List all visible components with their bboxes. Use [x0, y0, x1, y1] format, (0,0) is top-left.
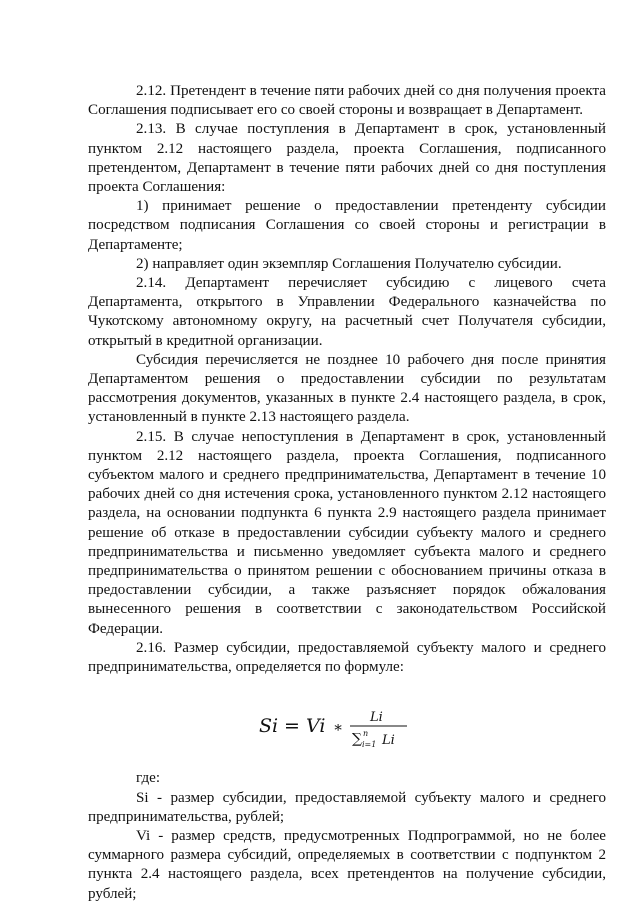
- paragraph-2-14: 2.14. Департамент перечисляет субсидию с лицевого счета Департамента, открытого в Управлении Федерального казначейства по Чукотскому автономному округу, на расчетный счет Получателя субсидии, открытый в кредитной организации.: [88, 275, 606, 349]
- formula-lhs: Si: [259, 715, 279, 738]
- paragraph-2-16: 2.16. Размер субсидии, предоставляемой субъекту малого и среднего предпринимательства, определяется по формуле:: [88, 639, 606, 676]
- formula-sum-sign: ∑: [352, 731, 362, 748]
- document-page: [88, 82, 606, 904]
- list-item-2: 2) направляет один экземпляр Соглашения Получателю субсидии.: [136, 255, 562, 272]
- formula-times: ∗: [333, 718, 344, 737]
- paragraph-2-15: 2.15. В случае непоступления в Департамент в срок, установленный пунктом 2.12 настоящего раздела, проекта Соглашения, подписанного субъектом малого и среднего предпринимательства, Департамент в течение 10 рабочих дней со дня истечения срока, установленного пунктом 2.12 настоящего раздела, на основании подпункта 6 пункта 2.9 настоящего раздела принимает решение об отказе в предоставлении субсидии субъекту малого и среднего предпринимательства и письменно уведомляет субъекта малого и среднего предпринимательства о принятом решении с обоснованием причины отказа в предоставлении субсидии, а также разъясняет порядок обжалования вынесенного решения в соответствии с законодательством Российской Федерации.: [88, 428, 606, 637]
- paragraph-2-13: 2.13. В случае поступления в Департамент в срок, установленный пунктом 2.12 настоящего раздела, проекта Соглашения, подписанного претендентом, Департамент в течение пяти рабочих дней со дня поступления проекта Соглашения:: [88, 121, 606, 196]
- formula-denominator-term: Li: [382, 733, 395, 749]
- formula-sum-lower: i=1: [362, 740, 377, 750]
- paragraph-2-12: 2.12. Претендент в течение пяти рабочих дней со дня получения проекта Соглашения подписывает его со своей стороны и возвращает в Департамент.: [88, 83, 606, 119]
- formula-sum-upper: n: [363, 729, 369, 739]
- formula-vi: Vi: [306, 715, 326, 738]
- paragraph-subsidy-transfer: Субсидия перечисляется не позднее 10 рабочего дня после принятия Департаментом решения о предоставлении субсидии по результатам рассмотрения документов, указанных в пункте 2.4 настоящего раздела, в срок, установленный в пункте 2.13 настоящего раздела.: [88, 351, 606, 426]
- formula-numerator: Li: [370, 710, 383, 726]
- definition-si: Si - размер субсидии, предоставляемой субъекту малого и среднего предпринимательства, рублей;: [88, 789, 606, 825]
- definition-vi: Vi - размер средств, предусмотренных Подпрограммой, но не более суммарного размера субсидий, определяемых в соответствии с подпунктом 2 пункта 2.4 настоящего раздела, всех претендентов на получение субсидии, рублей;: [88, 827, 606, 902]
- subsidy-formula: [88, 693, 606, 751]
- formula-graphic: [88, 693, 606, 751]
- formula-equals: =: [284, 715, 300, 738]
- list-item-1: 1) принимает решение о предоставлении претенденту субсидии посредством подписания Соглашения со своей стороны и регистрации в Департаменте;: [88, 198, 606, 253]
- where-label: где:: [136, 770, 161, 787]
